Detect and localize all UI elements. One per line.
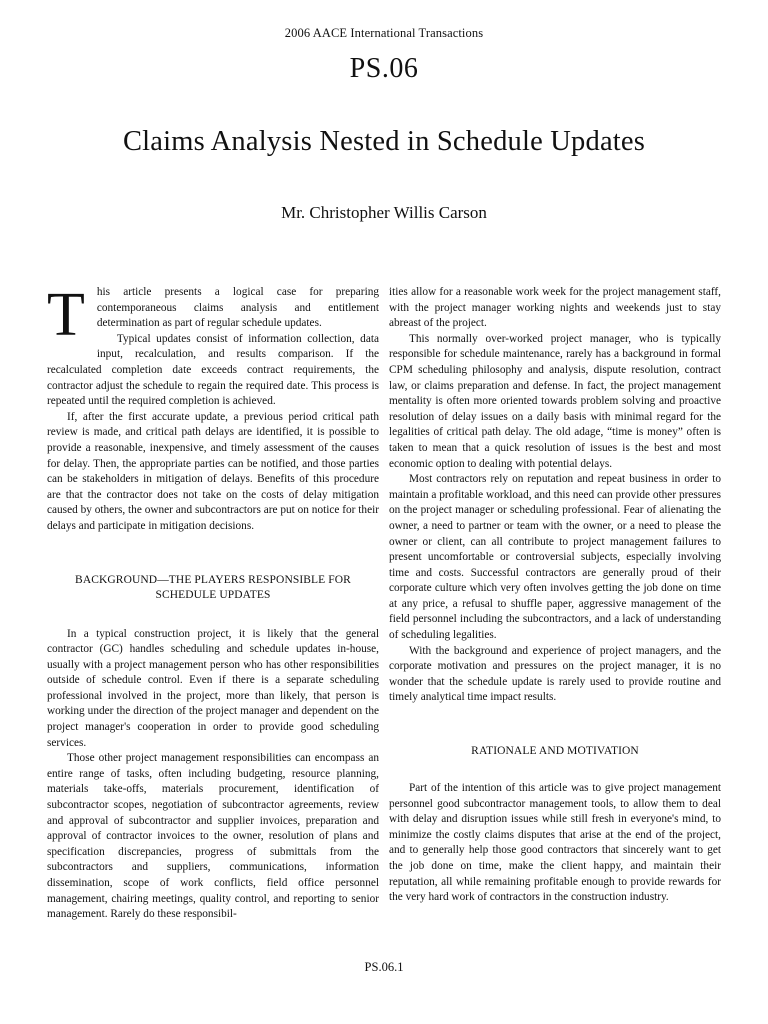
- right-column: [389, 285, 721, 945]
- drop-cap: T: [47, 285, 85, 349]
- section-heading: BACKGROUND—THE PLAYERS RESPONSIBLE FOR SCHEDULE UPDATES: [75, 573, 351, 601]
- left-column: [47, 285, 379, 945]
- body-paragraph: Most contractors rely on reputation and repeat business in order to maintain a profitable workload, and this need can provide other pressures on the project manager or scheduling professional. Fear of alienating the owner, a need to partner or team with the owner, or a need to please the owner or client, can all contribute to project management failures to present uncomfortable or controversial subjects, especially involving time and costs. Successful contractors are generally proud of their corporate culture which very often involves getting the job done on time at any price, a refusal to shuffle paper, aggressive management of the field personnel including the subcontractors, and a lack of understanding of scheduling legalities.: [389, 473, 721, 642]
- running-header: 2006 AACE International Transactions: [284, 26, 484, 40]
- intro-paragraph: [47, 285, 379, 349]
- body-paragraph: Those other project management responsibilities can encompass an entire range of tasks, often including budgeting, resource planning, materials take-offs, materials procurement, identification of subcontractor scopes, negotiation of subcontractor agreements, review and approval of subcontractor and supplier invoices, preparation and approval of contractor invoices to the owner, resolution of plans and specification discrepancies, progress of submittals from the subcontractors and suppliers, communications, information dissemination, scope of work conflicts, field office personnel management, chairing meetings, quality control, and reporting to senior management. Rarely do these responsibil-: [47, 752, 379, 921]
- paper-code: PS.06: [349, 53, 419, 84]
- body-paragraph: With the background and experience of project managers, and the corporate motivation and pressures on the project manager, it is no wonder that the schedule update is rarely used to provide routine and timely analytical time impact results.: [389, 644, 721, 704]
- paper-title: Claims Analysis Nested in Schedule Updates: [122, 126, 646, 157]
- body-paragraph: Part of the intention of this article was to give project management personnel good subcontractor management tools, to allow them to deal with delay and disruption issues while still fresh in everyone's mind, to minimize the costly claims disputes that arise at the end of the project, and to generally help those good contractors that sincerely want to get the job done on time, make the client happy, and maintain their reputation, all while remaining profitable enough to provide rewards for the very hard work of contractors in the construction industry.: [389, 782, 721, 904]
- body-paragraph: In a typical construction project, it is likely that the general contractor (GC) handles scheduling and schedule updates in-house, usually with a project management person who has other responsibilities outside of schedule control. Even if there is a separate scheduling professional involved in the project, more than likely, that person is working under the direction of the project manager and dependent on the project manager's cooperation in order to provide good scheduling services.: [47, 627, 379, 749]
- page-number: PS.06.1: [364, 960, 404, 974]
- intro-text: his article presents a logical case for preparing contemporaneous claims analysis and entitlement determination as part of regular schedule updates.: [96, 286, 379, 330]
- body-paragraph: This normally over-worked project manager, who is typically responsible for schedule maintenance, rarely has a background in formal CPM scheduling philosophy and analysis, dispute resolution, contract law, or claims preparation and defense. In fact, the project management mentality is often more oriented towards problem solving and proactive resolution of delay issues on a daily basis with minimal regard for the legalities of critical path delay. The old adage, “time is money” often is taken to mean that a quick resolution of issues is the best and most economic option to dealing with potential delays.: [389, 332, 721, 470]
- body-paragraph-continued: ities allow for a reasonable work week for the project management staff, with the project manager working nights and weekends just to stay abreast of the project.: [389, 286, 721, 330]
- body-paragraph: Typical updates consist of information collection, data input, recalculation, and results comparison. If the recalculated completion date exceeds contract requirements, the contractor adjust the schedule to regain the required date. This process is repeated until the required completion is achieved.: [47, 332, 379, 408]
- author-name: Mr. Christopher Willis Carson: [281, 203, 487, 222]
- body-paragraph: If, after the first accurate update, a previous period critical path review is made, and critical path delays are identified, it is possible to provide a reasonable, inexpensive, and timely assessment of the causes for delay. Then, the appropriate parties can be notified, and those parties can be stakeholders in mitigation of delays. Benefits of this procedure are that the contractor does not take on the costs of delay mitigation caused by others, the owner and subcontractors are put on notice for their delays and participate in mitigation decisions.: [47, 410, 379, 532]
- section-heading: RATIONALE AND MOTIVATION: [471, 745, 639, 758]
